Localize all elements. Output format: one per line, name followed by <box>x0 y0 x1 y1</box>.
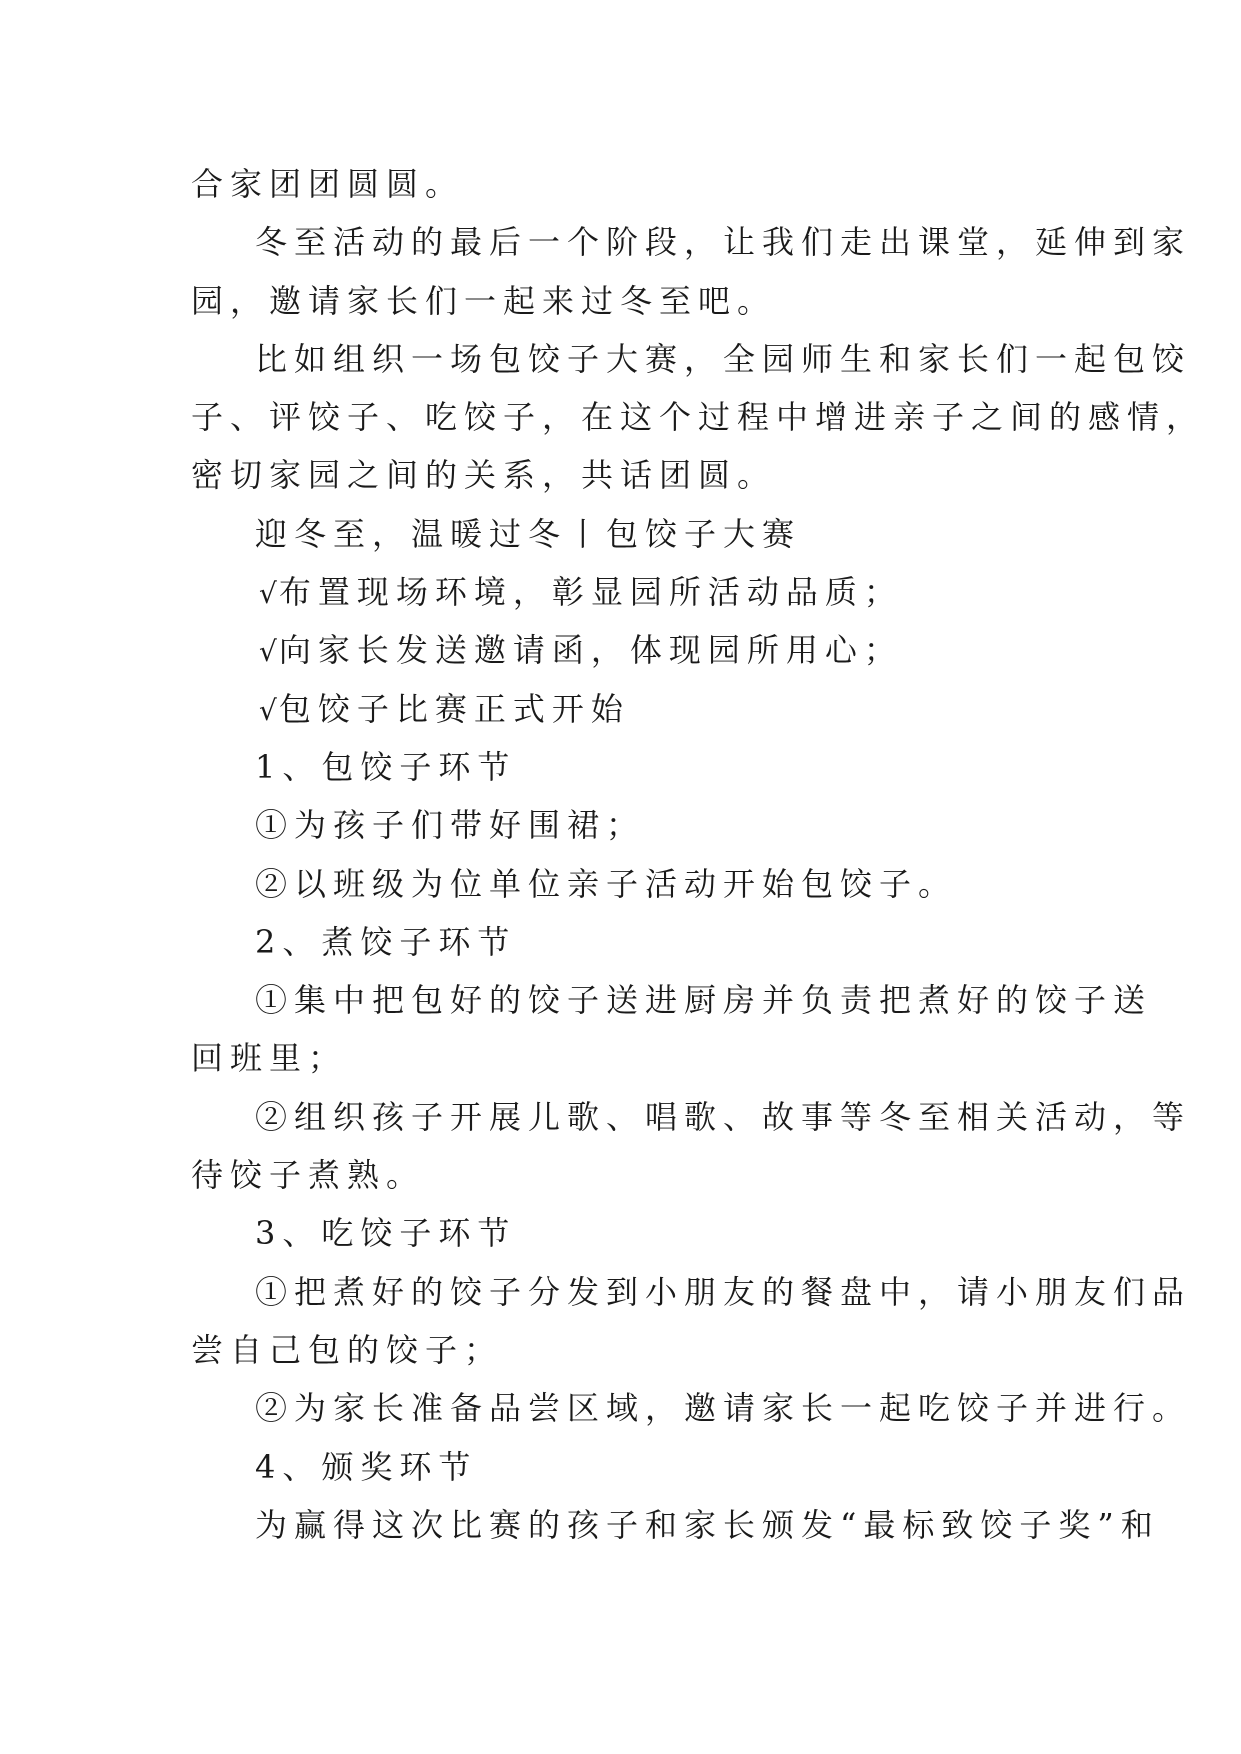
checklist-item <box>191 563 1051 621</box>
list-item: ②组织孩子开展儿歌、唱歌、故事等冬至相关活动，等 <box>255 1097 1192 1136</box>
list-item: ①把煮好的饺子分发到小朋友的餐盘中，请小朋友们品 <box>255 1272 1192 1311</box>
step-heading: 3、吃饺子环节 <box>255 1214 517 1253</box>
step-heading: 2、煮饺子环节 <box>255 922 517 961</box>
check-mark-icon: √ <box>259 577 279 611</box>
paragraph-line: 为赢得这次比赛的孩子和家长颁发“最标致饺子奖”和 <box>255 1505 1160 1544</box>
list-item: ②为家长准备品尝区域，邀请家长一起吃饺子并进行。 <box>255 1389 1192 1428</box>
paragraph-line: 冬至活动的最后一个阶段，让我们走出课堂，延伸到家 <box>255 223 1192 262</box>
section-heading: 迎冬至，温暖过冬丨包饺子大赛 <box>255 514 802 553</box>
checklist-item <box>191 680 1051 738</box>
checklist-item <box>191 621 1051 679</box>
list-item: ①集中把包好的饺子送进厨房并负责把煮好的饺子送 <box>255 981 1153 1020</box>
checklist-item-label: 包饺子比赛正式开始 <box>278 689 630 728</box>
paragraph-line: 园，邀请家长们一起来过冬至吧。 <box>191 281 777 320</box>
checklist-item-label: 向家长发送邀请函，体现园所用心； <box>278 631 903 670</box>
check-mark-icon: √ <box>259 635 279 669</box>
document-page <box>191 155 1206 1554</box>
paragraph-line: 合家团团圆圆。 <box>191 165 465 203</box>
step-heading: 1、包饺子环节 <box>255 747 517 786</box>
step-heading: 4、颁奖环节 <box>255 1447 478 1486</box>
paragraph-line: 密切家园之间的关系，共话团圆。 <box>191 456 777 495</box>
paragraph-line: 比如组织一场包饺子大赛，全园师生和家长们一起包饺 <box>255 339 1192 378</box>
list-item: ①为孩子们带好围裙； <box>255 806 646 845</box>
checklist-item-label: 布置现场环境，彰显园所活动品质； <box>278 573 903 612</box>
paragraph-line: 子、评饺子、吃饺子，在这个过程中增进亲子之间的感情， <box>191 398 1206 437</box>
check-mark-icon: √ <box>259 693 279 727</box>
list-item-continuation: 回班里； <box>191 1039 348 1078</box>
list-item-continuation: 待饺子煮熟。 <box>191 1156 426 1195</box>
list-item-continuation: 尝自己包的饺子； <box>191 1330 504 1369</box>
list-item: ②以班级为位单位亲子活动开始包饺子。 <box>255 864 958 903</box>
